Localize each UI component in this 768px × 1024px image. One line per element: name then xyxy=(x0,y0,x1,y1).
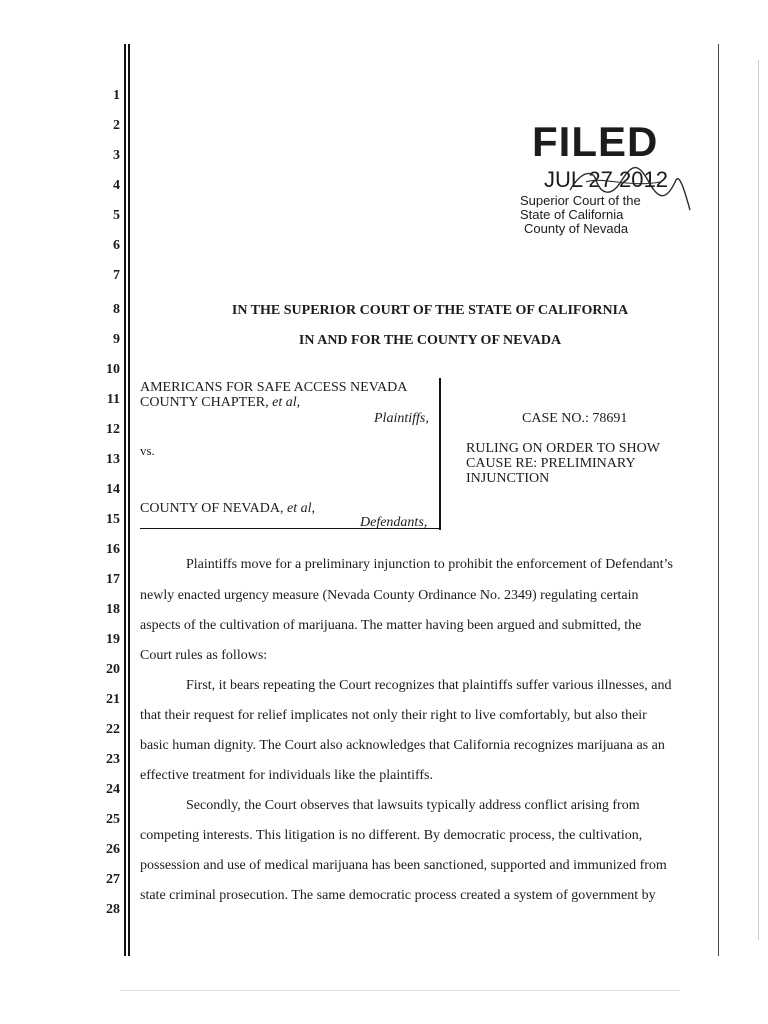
line-number: 8 xyxy=(113,302,120,317)
line-number: 22 xyxy=(106,722,120,737)
line-number: 2 xyxy=(113,118,120,133)
body-line: basic human dignity. The Court also acknowledges that California recognizes marijuana as an xyxy=(140,738,665,753)
line-number: 14 xyxy=(106,482,120,497)
line-number: 28 xyxy=(106,902,120,917)
body-line: newly enacted urgency measure (Nevada County Ordinance No. 2349) regulating certain xyxy=(140,588,639,603)
line-number: 3 xyxy=(113,148,120,163)
line-number: 1 xyxy=(113,88,120,103)
defendant-role: Defendants, xyxy=(360,515,428,530)
left-margin-rule-outer xyxy=(124,44,126,956)
clerk-signature-icon xyxy=(500,118,700,228)
filed-stamp-title: FILED xyxy=(532,118,659,165)
ruling-title-line1: RULING ON ORDER TO SHOW xyxy=(466,441,660,456)
line-number: 19 xyxy=(106,632,120,647)
line-number: 24 xyxy=(106,782,120,797)
line-number: 12 xyxy=(106,422,120,437)
case-number: CASE NO.: 78691 xyxy=(522,411,628,426)
county-heading: IN AND FOR THE COUNTY OF NEVADA xyxy=(298,333,562,348)
line-number: 27 xyxy=(106,872,120,887)
line-number: 15 xyxy=(106,512,120,527)
body-line: competing interests. This litigation is no different. By democratic process, the cultivation, xyxy=(140,828,643,843)
line-number: 9 xyxy=(113,332,120,347)
plaintiff-et-al: et al, xyxy=(272,395,301,410)
line-number: 23 xyxy=(106,752,120,767)
plaintiff-name-main: COUNTY CHAPTER, xyxy=(140,395,273,410)
body-line: Plaintiffs move for a preliminary injunction to prohibit the enforcement of Defendant’s xyxy=(186,557,673,572)
body-line: that their request for relief implicates not only their right to live comfortably, but also their xyxy=(140,708,647,723)
body-line: Court rules as follows: xyxy=(140,648,268,663)
scan-artifact-line xyxy=(120,990,680,991)
versus-label: vs. xyxy=(140,443,155,458)
body-line: effective treatment for individuals like the plaintiffs. xyxy=(140,768,434,783)
line-number: 25 xyxy=(106,812,120,827)
ruling-title-line2: CAUSE RE: PRELIMINARY xyxy=(466,456,636,471)
line-number: 16 xyxy=(106,542,120,557)
ruling-title-line3: INJUNCTION xyxy=(466,471,550,486)
body-line: possession and use of medical marijuana has been sanctioned, supported and immunized from xyxy=(140,858,667,873)
plaintiff-role: Plaintiffs, xyxy=(374,411,429,426)
filed-stamp-state: State of California xyxy=(520,207,624,222)
line-number: 26 xyxy=(106,842,120,857)
left-margin-rule-inner xyxy=(128,44,130,956)
filed-stamp-county: County of Nevada xyxy=(524,221,629,236)
line-number: 20 xyxy=(106,662,120,677)
court-name-heading: IN THE SUPERIOR COURT OF THE STATE OF CALIFORNIA xyxy=(231,303,629,318)
line-number: 18 xyxy=(106,602,120,617)
body-line: Secondly, the Court observes that lawsuits typically address conflict arising from xyxy=(186,798,640,813)
line-number: 6 xyxy=(113,238,120,253)
plaintiff-name-line2 xyxy=(140,395,300,410)
line-number: 21 xyxy=(106,692,120,707)
defendant-name-main: COUNTY OF NEVADA, xyxy=(140,501,288,516)
line-number: 13 xyxy=(106,452,120,467)
line-number: 17 xyxy=(106,572,120,587)
line-number: 10 xyxy=(106,362,120,377)
defendant-name xyxy=(140,501,315,516)
line-number: 4 xyxy=(113,178,120,193)
page-edge-line xyxy=(758,60,759,940)
body-line: First, it bears repeating the Court recognizes that plaintiffs suffer various illnesses, and xyxy=(186,678,672,693)
line-number: 7 xyxy=(113,268,120,283)
line-number: 5 xyxy=(113,208,120,223)
filed-stamp-date: JUL 27 2012 xyxy=(544,167,668,192)
filed-stamp-court: Superior Court of the xyxy=(520,193,641,208)
plaintiff-name-line1: AMERICANS FOR SAFE ACCESS NEVADA xyxy=(140,380,408,395)
body-line: state criminal prosecution. The same democratic process created a system of government by xyxy=(140,888,656,903)
body-line: aspects of the cultivation of marijuana. The matter having been argued and submitted, the xyxy=(140,618,642,633)
line-number: 11 xyxy=(106,392,120,407)
right-margin-rule xyxy=(718,44,719,956)
defendant-et-al: et al, xyxy=(287,501,316,516)
caption-vertical-rule xyxy=(439,378,441,530)
